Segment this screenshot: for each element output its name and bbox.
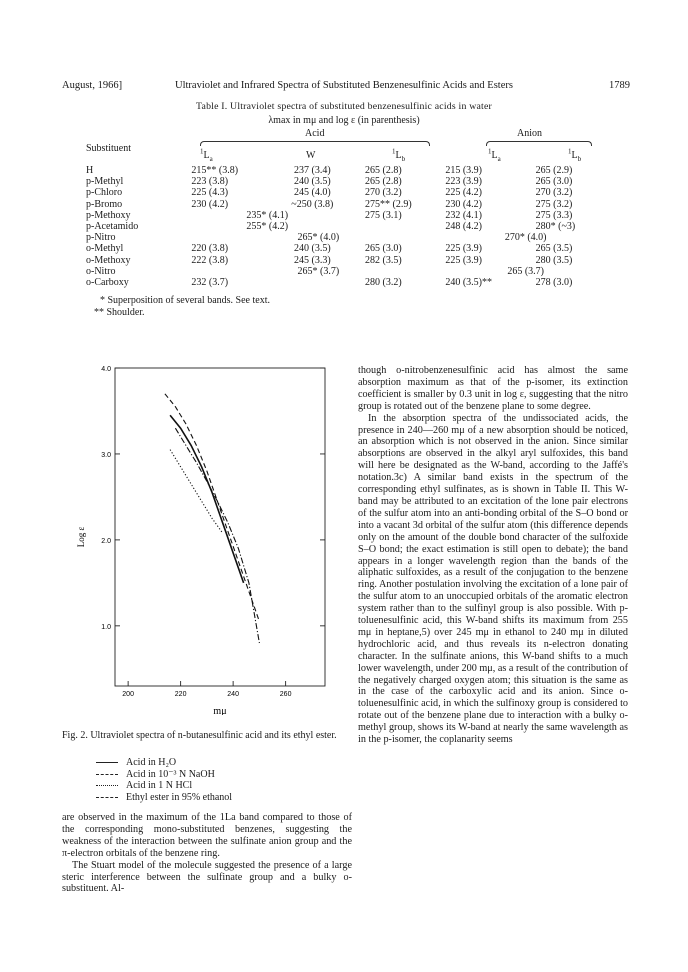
legend-item (96, 757, 232, 769)
table-cell: 280 (3.2) (365, 277, 402, 289)
table-cell: 270 (3.2) (365, 187, 402, 199)
y-tick-label: 3.0 (101, 451, 111, 459)
y-tick-label: 1.0 (101, 623, 111, 631)
table-cell: 282 (3.5) (365, 254, 402, 266)
table-cell: 240 (3.5) (294, 243, 331, 255)
table-cell: 225 (3.9) (445, 243, 482, 255)
table-cell: o-Nitro (86, 265, 116, 277)
table-cell (260, 277, 365, 288)
header-date: August, 1966] (62, 80, 123, 91)
table-row (86, 210, 606, 221)
left-column-text (62, 812, 352, 895)
table-cell: ~250 (3.8) (291, 198, 334, 210)
table-cell: 237 (3.4) (294, 165, 331, 176)
legend-label: Acid in 10⁻³ N NaOH (126, 768, 215, 780)
table-cell: 275 (3.2) (535, 198, 573, 210)
table-cell: 280* (~3) (535, 221, 576, 233)
table-cell: o-Carboxy (86, 277, 129, 289)
table-row (86, 243, 606, 254)
figure-legend (96, 757, 232, 803)
table-cell: p-Chloro (86, 187, 123, 199)
series-line-dotted (170, 450, 223, 533)
table-cell: 225 (4.2) (445, 187, 482, 199)
table-cell: 215** (3.8) (191, 165, 239, 176)
table-cell: 235* (4.1) (246, 209, 289, 221)
table-cell: p-Methyl (86, 176, 124, 188)
col-substituent: Substituent (86, 143, 132, 154)
table-cell: 232 (4.1) (445, 209, 482, 221)
acid-brace (200, 141, 430, 146)
legend-dashed-swatch (96, 774, 118, 775)
table-cell: 225 (4.3) (191, 187, 229, 199)
col-anion-1Lb: $^1L_b$ (568, 147, 582, 163)
table-cell: p-Bromo (86, 198, 123, 210)
table-row (86, 255, 606, 266)
x-axis-label: mμ (213, 706, 227, 715)
table-cell: 255* (4.2) (246, 221, 289, 233)
table-cell: o-Methoxy (86, 254, 131, 266)
table-cell: 225 (3.9) (445, 254, 482, 266)
series-line-dashdot (175, 428, 259, 643)
table-cell: 222 (3.8) (191, 254, 229, 266)
anion-brace (486, 141, 592, 146)
y-tick-label: 2.0 (101, 537, 111, 545)
left-paragraph-1: are observed in the maximum of the 1La band compared to those of the corresponding mono-substituted benzenes, suggesting the weakness of the interaction between the sulfinate anion group and the π-electron orbitals of the benzene ring. (62, 812, 352, 859)
table-row (86, 232, 606, 243)
right-paragraph-1: though o-nitrobenzenesulfinic acid has almost the same absorption maximum as that of the p-isomer, its extinction coefficient is smaller by 0.3 unit in log ε, suggesting that the nitro group is rotated out of the benzene plane to some degree. (358, 365, 628, 412)
table-cell: 275** (2.9) (365, 198, 412, 210)
table-cell: 275 (3.3) (535, 209, 573, 221)
table-cell: 265 (3.7) (507, 265, 544, 277)
table-cell: 232 (3.7) (191, 277, 229, 289)
col-W: W (306, 150, 316, 161)
table-cell (365, 221, 445, 232)
table-row (86, 187, 606, 198)
table-cell: 265 (2.8) (365, 176, 402, 188)
footnote-1: * Superposition of several bands. See text. (100, 295, 270, 306)
col-1Lb: $^1L_b$ (392, 147, 406, 163)
table-cell: 265 (2.8) (365, 165, 402, 176)
table-cell: 245 (3.3) (294, 254, 331, 266)
footnote-2: ** Shoulder. (94, 307, 145, 318)
table-row (86, 199, 606, 210)
table-cell: 223 (3.8) (191, 176, 229, 188)
legend-label: Acid in 1 N HCl (126, 780, 193, 792)
legend-dotted-swatch (96, 785, 118, 786)
spectra-table (86, 165, 606, 288)
left-paragraph-2: The Stuart model of the molecule suggested the presence of a large steric interference between the sulfinate group and a bulky o-substituent. Al- (62, 859, 352, 895)
table-title: Table I. Ultraviolet spectra of substituted benzenesulfinic acids in water (196, 101, 492, 112)
legend-solid-swatch (96, 762, 118, 763)
table-cell: 248 (4.2) (445, 221, 482, 233)
table-cell: H (86, 165, 94, 176)
table-cell: 230 (4.2) (191, 198, 229, 210)
table-row (86, 266, 606, 277)
table-cell: 280 (3.5) (535, 254, 573, 266)
group-anion-label: Anion (517, 128, 542, 139)
y-axis-label: Log ε (76, 526, 86, 548)
table-row (86, 277, 606, 288)
table-cell: 270* (4.0) (504, 232, 547, 244)
legend-item (96, 792, 232, 804)
plot-frame (115, 368, 325, 686)
table-cell: 223 (3.9) (445, 176, 482, 188)
table-cell: 265 (3.5) (535, 243, 573, 255)
table-row (86, 176, 606, 187)
table-cell: 275 (3.1) (365, 209, 402, 221)
x-tick-label: 200 (122, 691, 134, 698)
table-cell: 265 (3.0) (365, 243, 402, 255)
fig2-chart (70, 360, 340, 715)
legend-item (96, 780, 232, 792)
col-1La: $^1L_a$ (200, 147, 213, 163)
x-tick-label: 220 (174, 691, 187, 698)
x-tick-label: 260 (279, 691, 292, 698)
table-row (86, 165, 606, 176)
table-cell: 240 (3.5) (294, 176, 331, 188)
legend-label: Acid in H₂O (126, 757, 177, 768)
table-cell: p-Nitro (86, 232, 116, 244)
table-cell: 230 (4.2) (445, 198, 482, 210)
table-cell: 265 (2.9) (535, 165, 573, 176)
table-cell: 278 (3.0) (535, 277, 573, 289)
right-paragraph-2: In the absorption spectra of the undissociated acids, the presence in 240—260 mμ of a new absorption should be noticed, an absorption which is not observed in the anion. Since similar absorptions are observed in the alkyl aryl sulfoxides, this band will here be designated as the W-band, according to the Jaffé's notation.3c) A similar band exists in the spectrum of the corresponding ethyl sulfinates, as is shown in Table II. This W-band may be attributed to an excitation of the lone pair electrons of the sulfur atom into an anti-bonding orbital of the S–O bond or into a vacant 3d orbital of the sulfur atom (this difference depends only on the amount of the double bond character of the sulfoxide S–O bond; the exact estimation is still open to debate); the band appears in a longer wavelength region than the bands of the aliphatic sulfoxides, as a result of the conjugation to the benzene ring. Another postulation involving the excitation of a lone pair of the sulfur atom to an unoccupied orbitals of the aromatic electron system rather than to the sulfinyl group is also possible. With p-toluenesulfinic acid, this W-band shifts its maximum from 255 mμ in heptane,5) over 245 mμ in ethanol to 240 mμ in diluted hydrochloric acid, and thus reveals its n-electron donating character. In the sulfinate anions, this W-band shifts to a much lower wavelength, under 200 mμ, as a result of the contribution of the negatively charged oxygen atom; this situation is the same as in the case of the carboxylic acid and its anion. Since o-toluenesulfinic acid, in which the sulfinoxy group is considered to rotate out of the benzene plane due to interaction with a bulky o-methyl group, shows its W-band at nearly the same wavelength as in the p-isomer, the coplanarity seems (358, 412, 628, 746)
table-row (86, 221, 606, 232)
table-cell: 265* (4.0) (297, 232, 340, 244)
table-cell: 270 (3.2) (535, 187, 573, 199)
legend-label: Ethyl ester in 95% ethanol (126, 791, 233, 803)
series-line-solid (170, 415, 244, 583)
table-cell: o-Methyl (86, 243, 124, 255)
table-cell: 215 (3.9) (445, 165, 482, 176)
figure-caption: Fig. 2. Ultraviolet spectra of n-butanesulfinic acid and its ethyl ester. (62, 730, 337, 741)
running-title: Ultraviolet and Infrared Spectra of Substituted Benzenesulfinic Acids and Esters (175, 80, 513, 91)
col-anion-1La: $^1L_a$ (488, 147, 501, 163)
right-column-text (358, 365, 628, 746)
group-acid-label: Acid (305, 128, 325, 139)
table-cell: p-Methoxy (86, 209, 131, 221)
table-cell: 265* (3.7) (297, 265, 340, 277)
table-cell: p-Acetamido (86, 221, 139, 233)
x-tick-label: 240 (227, 691, 239, 698)
table-subtitle: λmax in mμ and log ε (in parenthesis) (268, 115, 420, 126)
page-number: 1789 (609, 80, 630, 91)
table-cell: 240 (3.5)** (445, 277, 492, 289)
table-cell: 220 (3.8) (191, 243, 229, 255)
legend-dashdot-swatch (96, 797, 118, 798)
y-tick-label: 4.0 (101, 366, 111, 373)
table-cell: 265 (3.0) (535, 176, 573, 188)
legend-item (96, 769, 232, 781)
series-line-dashed (165, 394, 260, 622)
table-cell: 245 (4.0) (294, 187, 331, 199)
